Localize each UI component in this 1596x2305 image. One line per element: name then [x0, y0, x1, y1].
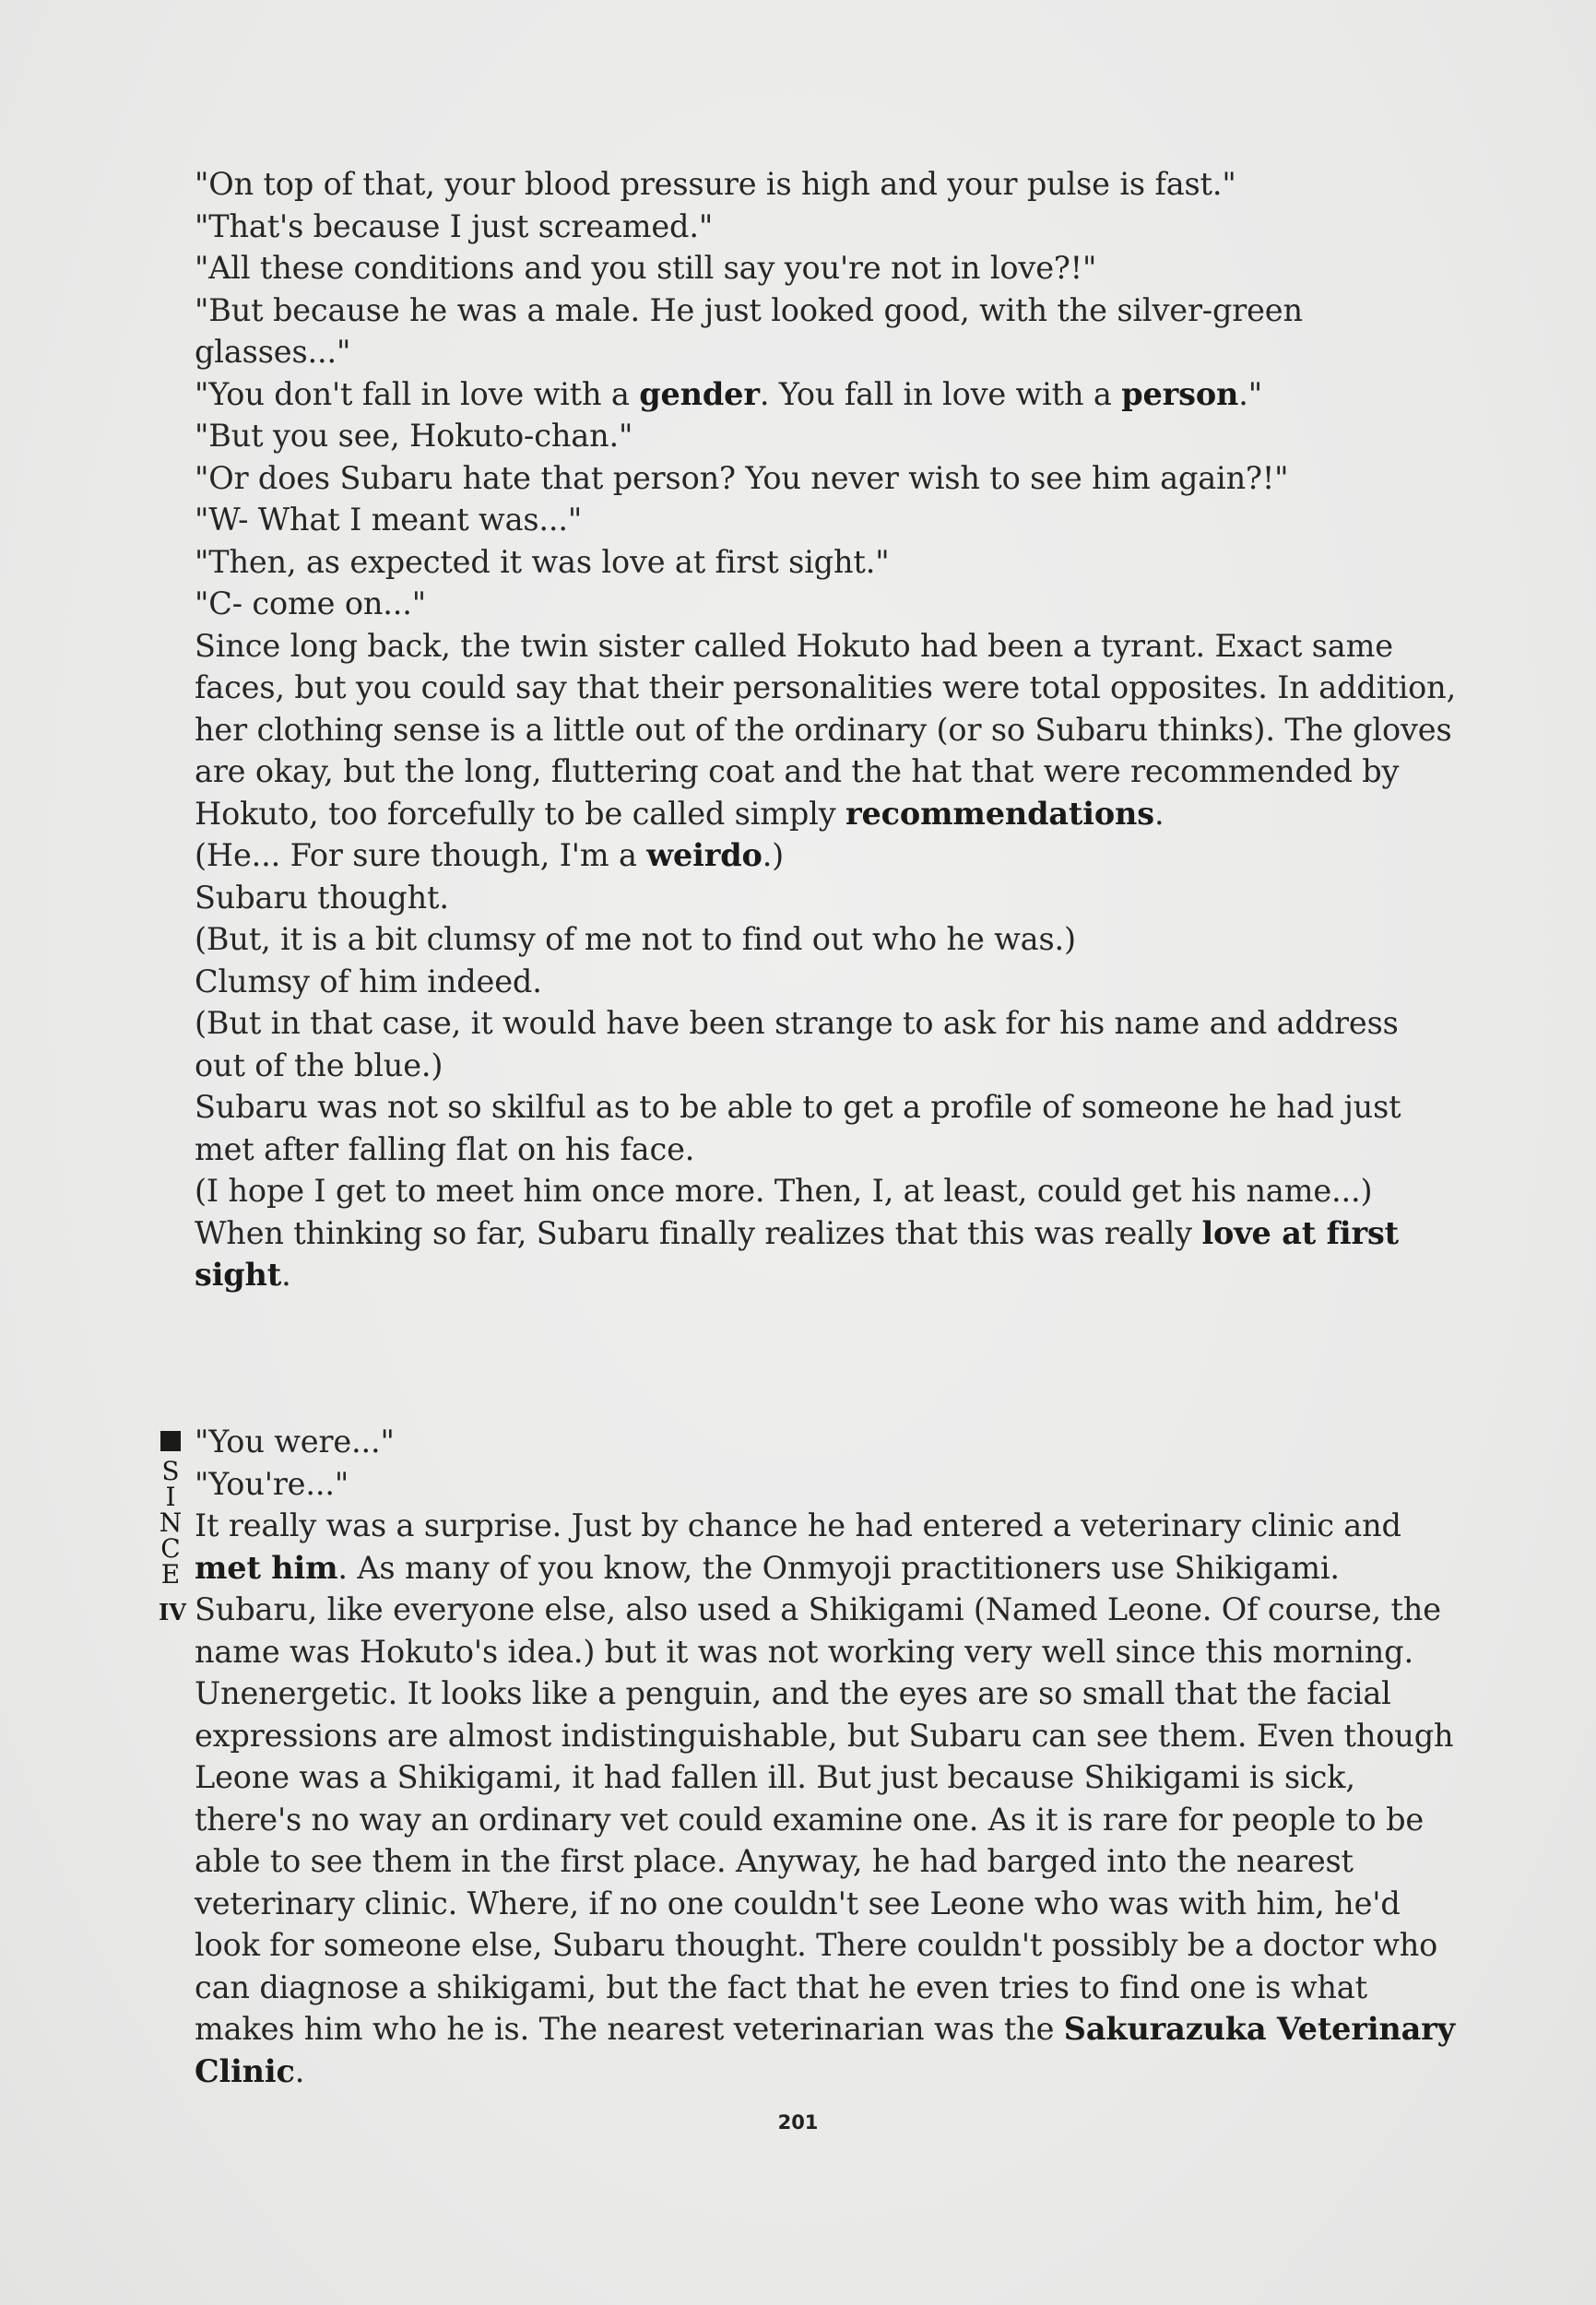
text-run: "You don't fall in love with a: [195, 375, 640, 412]
emphasis-person: person: [1121, 375, 1239, 412]
text-line: (But in that case, it would have been strange to ask for his name and address out of the blue.): [195, 1005, 1399, 1083]
text-run: .: [294, 2052, 305, 2089]
page-number: 201: [777, 2111, 819, 2134]
text-run: (He... For sure though, I'm a: [195, 837, 647, 873]
emphasis-gender: gender: [639, 375, 760, 412]
text-run: .: [1153, 795, 1164, 832]
emphasis-met-him: met him: [195, 1549, 338, 1586]
text-line: "Then, as expected it was love at first sight.": [195, 543, 890, 580]
marker-letter: S: [161, 1456, 180, 1486]
text-run: It really was a surprise. Just by chance he had entered a veterinary clinic and: [195, 1507, 1401, 1543]
text-line: (But, it is a bit clumsy of me not to find out who he was.): [195, 921, 1076, 957]
text-line: "You're...": [195, 1465, 349, 1502]
marker-letter: E: [160, 1559, 181, 1590]
emphasis-clinic-name: Sakurazuka Veterinary Clinic: [195, 2011, 1455, 2089]
text-run: .": [1238, 375, 1263, 412]
text-run: .): [762, 837, 785, 873]
text-line: (I hope I get to meet him once more. Then, I, at least, could get his name...): [195, 1173, 1373, 1209]
text-block-lower: [195, 1421, 1458, 2092]
text-run: . As many of you know, the Onmyoji practitioners use Shikigami. Subaru, like everyone else, also used a Shikigami (Named Leone. Of course, the name was Hokuto's idea.) but it was not working very well since this morning. Unenergetic. It looks like a penguin, and the eyes are so small that the facial expressions are almost indistinguishable, but Subaru can see them. Even though Leone was a Shikigami, it had fallen ill. But just because Shikigami is sick, there's no way an ordinary vet could examine one. As it is rare for people to be able to see them in the first place. Anyway, he had barged into the nearest veterinary clinic. Where, if no one couldn't see Leone who was with him, he'd look for someone else, Subaru thought. There couldn't possibly be a doctor who can diagnose a shikigami, but the fact that he even tries to find one is what makes him who he is. The nearest veterinarian was the: [195, 1549, 1454, 2047]
paragraph-tyrant: [195, 625, 1458, 835]
text-block-upper: [195, 163, 1458, 1296]
black-square-icon: [160, 1431, 181, 1451]
text-line: "W- What I meant was...": [195, 502, 583, 538]
text-run: Since long back, the twin sister called Hokuto had been a tyrant. Exact same faces, but you could say that their personalities were total opposites. In addition, her clothing sense is a little out of the ordinary (or so Subaru thinks). The gloves are okay, but the long, fluttering coat and the hat that were recommended by Hokuto, too forcefully to be called simply: [195, 627, 1457, 832]
vertical-section-title: [159, 1456, 183, 1590]
text-line: "Or does Subaru hate that person? You never wish to see him again?!": [195, 459, 1289, 496]
emphasis-recommendations: recommendations: [845, 795, 1154, 832]
text-line: "On top of that, your blood pressure is high and your pulse is fast.": [195, 166, 1236, 202]
text-line: Subaru was not so skilful as to be able to get a profile of someone he had just met after falling flat on his face.: [195, 1089, 1401, 1167]
text-run: . You fall in love with a: [759, 375, 1122, 412]
text-run: .: [281, 1257, 291, 1293]
section-marker: [159, 1431, 186, 1625]
text-line: Clumsy of him indeed.: [195, 963, 542, 999]
section-numeral: IV: [159, 1599, 186, 1625]
text-line: "But because he was a male. He just looked good, with the silver-green glasses...": [195, 291, 1303, 370]
paragraph-clinic: [195, 1505, 1458, 2092]
text-line: "That's because I just screamed.": [195, 207, 714, 244]
text-line: [195, 373, 1458, 416]
text-line: [195, 1212, 1458, 1296]
text-line: [195, 834, 1458, 877]
marker-letter: N: [159, 1507, 183, 1538]
text-line: "You were...": [195, 1424, 395, 1460]
emphasis-love-at-first-sight: love at first sight: [195, 1214, 1399, 1293]
text-run: When thinking so far, Subaru finally realizes that this was really: [195, 1214, 1202, 1251]
text-line: Subaru thought.: [195, 879, 449, 916]
emphasis-weirdo: weirdo: [646, 837, 763, 873]
marker-letter: C: [160, 1533, 181, 1564]
text-line: "All these conditions and you still say you're not in love?!": [195, 250, 1097, 286]
text-line: "But you see, Hokuto-chan.": [195, 418, 633, 454]
text-line: "C- come on...": [195, 585, 427, 621]
marker-letter: I: [165, 1482, 176, 1512]
